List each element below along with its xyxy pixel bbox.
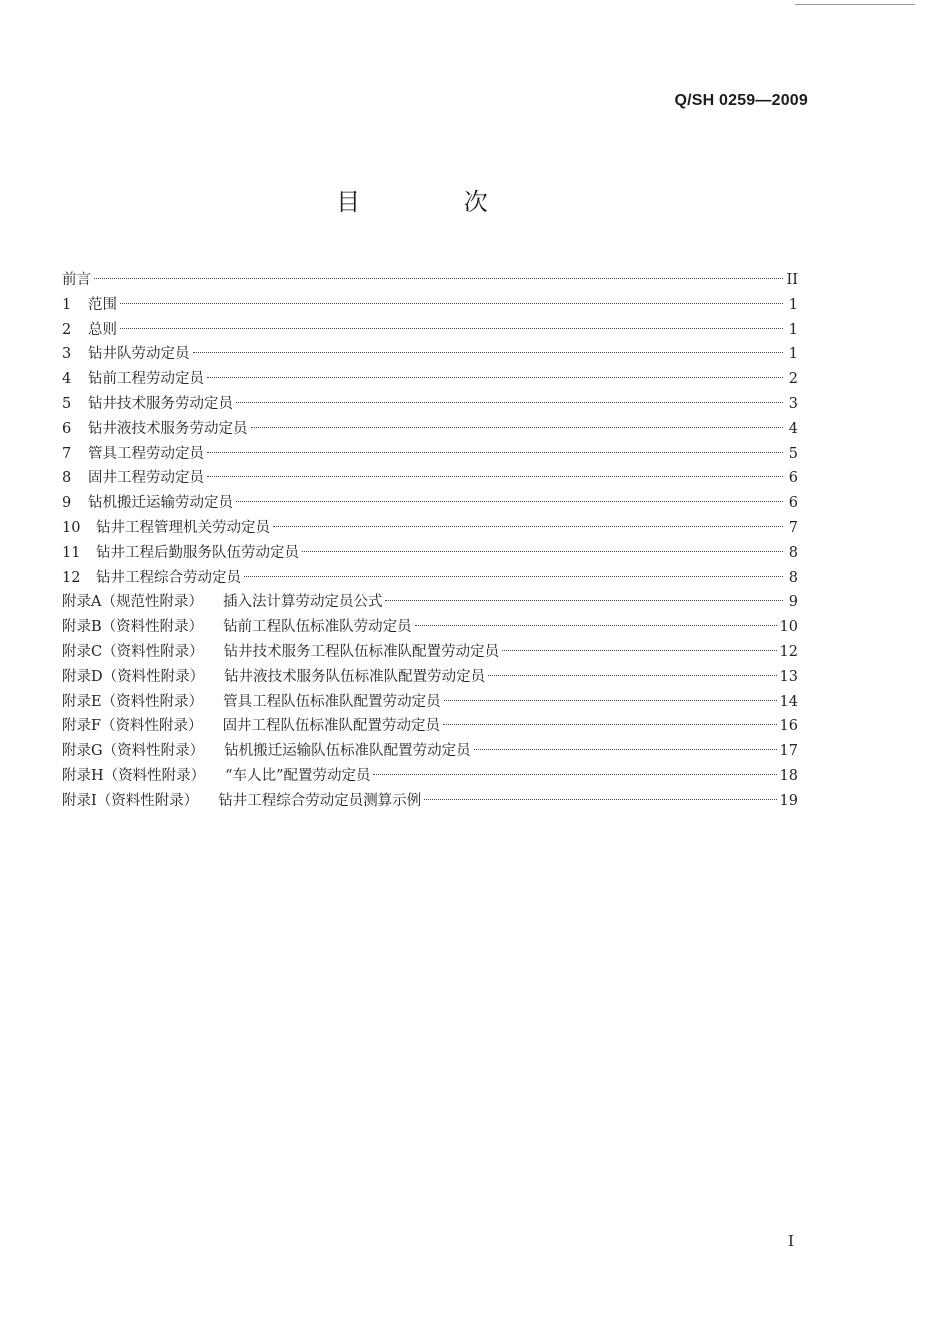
appendix-label: 附录A（规范性附录） xyxy=(62,594,203,611)
toc-entry[interactable] xyxy=(62,293,798,318)
toc-number: 4 xyxy=(62,371,72,388)
toc-appendix-entry[interactable] xyxy=(62,739,798,764)
toc-page: 10 xyxy=(779,619,798,636)
toc-number: 8 xyxy=(62,470,72,487)
toc-entry[interactable] xyxy=(62,392,798,417)
toc-entry[interactable] xyxy=(62,516,798,541)
appendix-title: 钻机搬迁运输队伍标准队配置劳动定员 xyxy=(224,743,471,760)
standard-code: Q/SH 0259—2009 xyxy=(674,92,808,109)
dot-leader xyxy=(424,799,776,800)
toc-entry[interactable] xyxy=(62,417,798,442)
appendix-title: 固井工程队伍标准队配置劳动定员 xyxy=(222,718,441,735)
toc-entry[interactable] xyxy=(62,491,798,516)
appendix-label: 附录B（资料性附录） xyxy=(62,619,204,636)
toc-entry-foreword[interactable] xyxy=(62,268,798,293)
toc-number: 2 xyxy=(62,321,72,338)
toc-page: 4 xyxy=(788,420,798,437)
dot-leader xyxy=(502,650,776,651)
toc-appendix-entry[interactable] xyxy=(62,789,798,814)
dot-leader xyxy=(207,377,783,378)
dot-leader xyxy=(444,700,777,701)
toc-appendix-entry[interactable] xyxy=(62,690,798,715)
appendix-title: 钻井工程综合劳动定员测算示例 xyxy=(218,792,422,809)
toc-number: 5 xyxy=(62,395,72,412)
top-rule xyxy=(795,4,915,5)
toc-title: 钻井技术服务劳动定员 xyxy=(88,395,233,412)
toc-appendix-entry[interactable] xyxy=(62,764,798,789)
toc-entry[interactable] xyxy=(62,318,798,343)
dot-leader xyxy=(244,576,783,577)
toc-appendix-entry[interactable] xyxy=(62,615,798,640)
toc-title: 钻井工程综合劳动定员 xyxy=(96,569,241,586)
dot-leader xyxy=(474,749,777,750)
dot-leader xyxy=(207,452,783,453)
dot-leader xyxy=(488,675,776,676)
dot-leader xyxy=(236,402,783,403)
toc-number: 6 xyxy=(62,420,72,437)
toc-title: 前言 xyxy=(62,272,91,288)
toc-page: 8 xyxy=(788,569,798,586)
toc-page: 7 xyxy=(788,519,798,536)
toc-page: 12 xyxy=(779,643,798,660)
toc-page: 19 xyxy=(779,792,798,809)
page-number: I xyxy=(788,1232,794,1250)
toc-title: 总则 xyxy=(88,321,117,338)
toc-page: 1 xyxy=(788,346,798,363)
appendix-title: 插入法计算劳动定员公式 xyxy=(222,594,383,611)
toc-page: 5 xyxy=(788,445,798,462)
toc-page: 8 xyxy=(788,544,798,561)
toc-title: 固井工程劳动定员 xyxy=(88,470,204,487)
toc-page: 6 xyxy=(788,495,798,512)
toc-entry[interactable] xyxy=(62,566,798,591)
toc-page: 9 xyxy=(788,594,798,611)
toc-appendix-entry[interactable] xyxy=(62,640,798,665)
toc-number: 11 xyxy=(62,544,81,561)
toc-title: 钻井工程后勤服务队伍劳动定员 xyxy=(96,544,299,561)
toc-appendix-entry[interactable] xyxy=(62,665,798,690)
appendix-label: 附录D（资料性附录） xyxy=(62,668,205,685)
toc-title: 钻井工程管理机关劳动定员 xyxy=(96,519,270,536)
toc-appendix-entry[interactable] xyxy=(62,714,798,739)
toc-page: 16 xyxy=(779,718,798,735)
dot-leader xyxy=(302,551,783,552)
appendix-title: 钻井液技术服务队伍标准队配置劳动定员 xyxy=(224,668,486,685)
page-title: 目 次 xyxy=(336,188,536,216)
toc-page: 18 xyxy=(779,767,798,784)
appendix-label: 附录C（资料性附录） xyxy=(62,643,204,660)
toc-entry[interactable] xyxy=(62,541,798,566)
toc-number: 7 xyxy=(62,445,72,462)
appendix-title: “车人比”配置劳动定员 xyxy=(225,767,371,784)
appendix-title: 钻前工程队伍标准队劳动定员 xyxy=(223,619,412,636)
table-of-contents xyxy=(62,268,798,814)
toc-number: 3 xyxy=(62,346,72,363)
toc-entry[interactable] xyxy=(62,442,798,467)
toc-page: 14 xyxy=(779,693,798,710)
toc-page: 3 xyxy=(788,395,798,412)
dot-leader xyxy=(385,600,783,601)
toc-title: 管具工程劳动定员 xyxy=(88,445,204,462)
toc-number: 9 xyxy=(62,495,72,512)
appendix-label: 附录E（资料性附录） xyxy=(62,693,204,710)
appendix-label: 附录G（资料性附录） xyxy=(62,743,205,760)
toc-page: 17 xyxy=(779,743,798,760)
toc-appendix-entry[interactable] xyxy=(62,590,798,615)
dot-leader xyxy=(120,303,783,304)
toc-page: II xyxy=(786,272,798,288)
toc-page: 2 xyxy=(788,371,798,388)
toc-number: 12 xyxy=(62,569,81,586)
dot-leader xyxy=(373,774,776,775)
dot-leader xyxy=(415,625,777,626)
dot-leader xyxy=(443,724,776,725)
toc-title: 钻前工程劳动定员 xyxy=(88,371,204,388)
dot-leader xyxy=(94,278,783,279)
toc-page: 6 xyxy=(788,470,798,487)
toc-entry[interactable] xyxy=(62,367,798,392)
toc-number: 1 xyxy=(62,296,72,313)
toc-title: 钻井队劳动定员 xyxy=(88,346,190,363)
appendix-label: 附录H（资料性附录） xyxy=(62,767,206,784)
appendix-title: 钻井技术服务工程队伍标准队配置劳动定员 xyxy=(223,643,500,660)
dot-leader xyxy=(273,526,783,527)
dot-leader xyxy=(120,328,783,329)
toc-page: 13 xyxy=(779,668,798,685)
dot-leader xyxy=(207,476,783,477)
toc-title: 钻井液技术服务劳动定员 xyxy=(88,420,248,437)
toc-title: 范围 xyxy=(88,296,117,313)
toc-entry[interactable] xyxy=(62,342,798,367)
toc-number: 10 xyxy=(62,519,81,536)
appendix-label: 附录F（资料性附录） xyxy=(62,718,203,735)
toc-page: 1 xyxy=(788,321,798,338)
dot-leader xyxy=(236,501,783,502)
appendix-label: 附录I（资料性附录） xyxy=(62,792,199,809)
toc-title: 钻机搬迁运输劳动定员 xyxy=(88,495,233,512)
dot-leader xyxy=(193,352,784,353)
dot-leader xyxy=(251,427,784,428)
toc-page: 1 xyxy=(788,296,798,313)
appendix-title: 管具工程队伍标准队配置劳动定员 xyxy=(223,693,441,710)
toc-entry[interactable] xyxy=(62,466,798,491)
